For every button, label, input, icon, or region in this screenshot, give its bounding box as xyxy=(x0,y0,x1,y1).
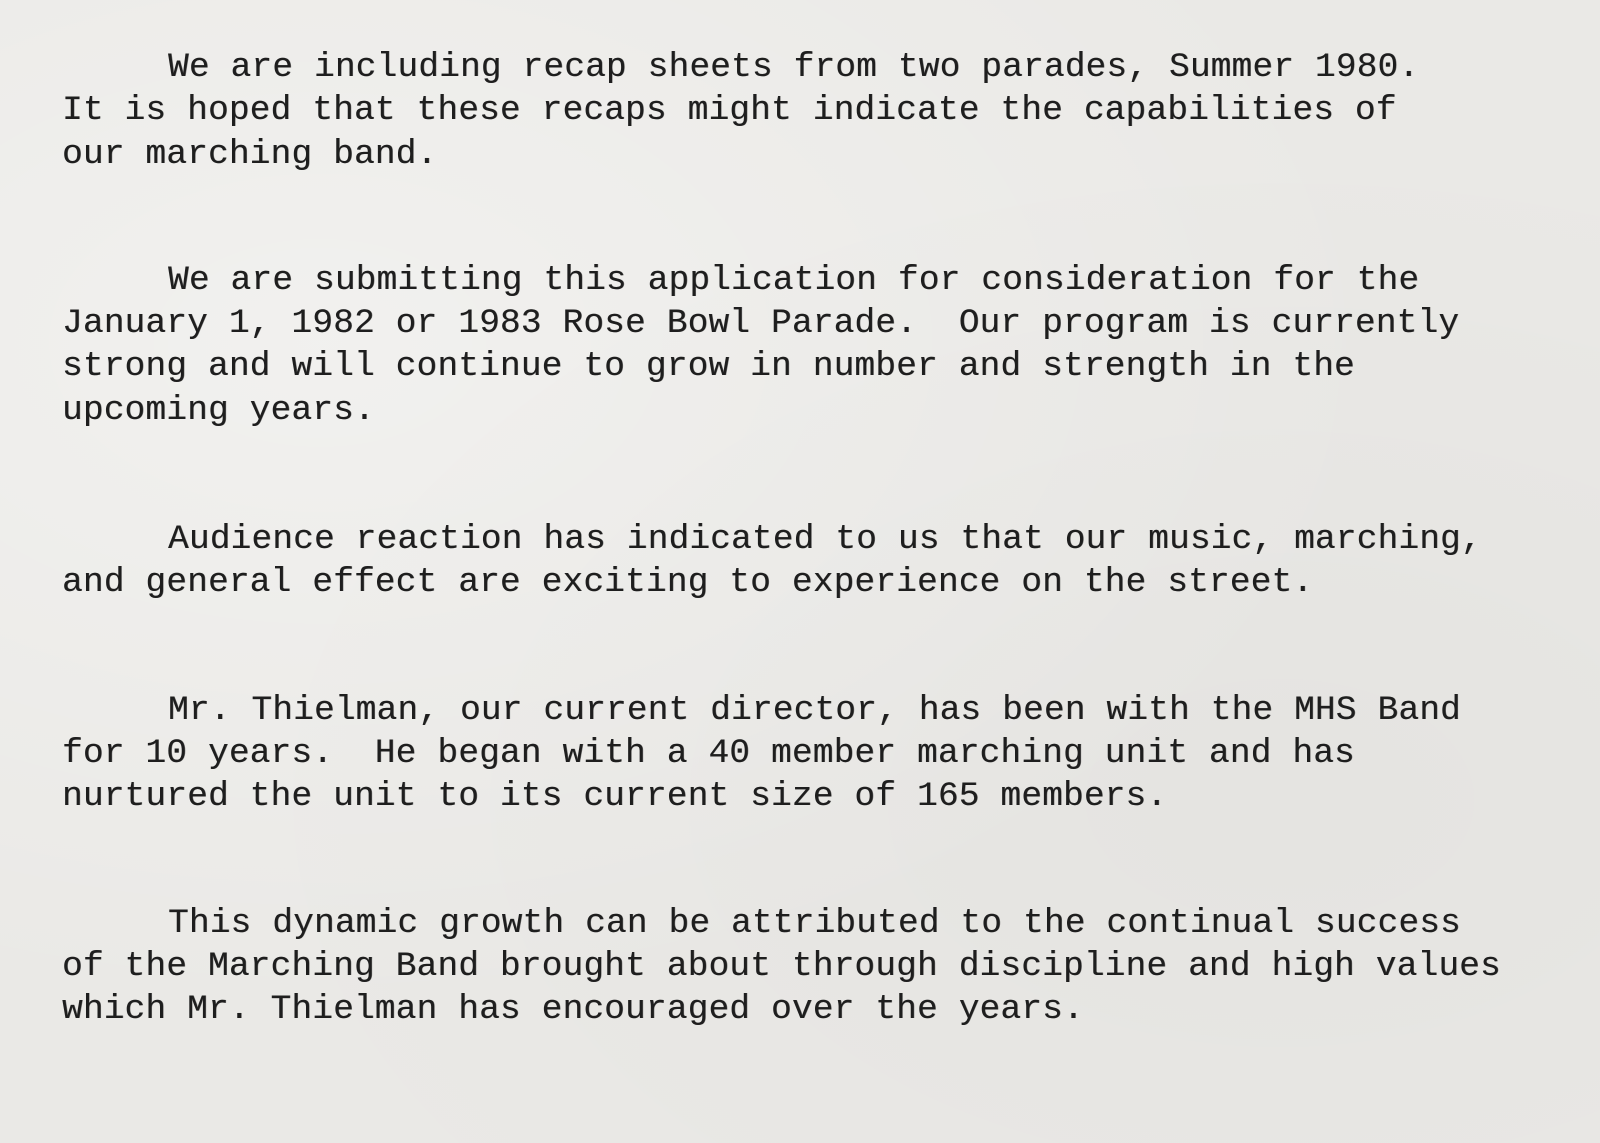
paragraph-dynamic-growth xyxy=(62,902,1582,1032)
paragraph-audience-reaction xyxy=(62,518,1582,605)
paragraph-line: upcoming years. xyxy=(62,390,375,430)
paragraph-line: which Mr. Thielman has encouraged over the years. xyxy=(62,990,1084,1030)
paragraph-line: of the Marching Band brought about through discipline and high values xyxy=(62,946,1501,986)
paragraph-line: Mr. Thielman, our current director, has been with the MHS Band xyxy=(168,690,1461,730)
paragraph-line: strong and will continue to grow in number and strength in the xyxy=(62,347,1355,387)
paragraph-line: for 10 years. He began with a 40 member marching unit and has xyxy=(62,733,1355,773)
paragraph-application xyxy=(62,259,1582,432)
paragraph-line: We are including recap sheets from two parades, Summer 1980. xyxy=(168,48,1420,87)
paragraph-line: our marching band. xyxy=(62,134,438,174)
paragraph-line: We are submitting this application for consideration for the xyxy=(168,260,1420,300)
paragraph-line: Audience reaction has indicated to us that our music, marching, xyxy=(168,520,1482,560)
paragraph-line: January 1, 1982 or 1983 Rose Bowl Parade. Our program is currently xyxy=(62,304,1460,344)
paragraph-line: It is hoped that these recaps might indicate the capabilities of xyxy=(62,91,1397,131)
typewritten-text xyxy=(62,46,1582,1031)
paragraph-recap-sheets xyxy=(62,46,1582,176)
paragraph-line: This dynamic growth can be attributed to the continual success xyxy=(168,903,1461,943)
paragraph-line: and general effect are exciting to experience on the street. xyxy=(62,563,1314,603)
paragraph-line: nurtured the unit to its current size of 165 members. xyxy=(62,777,1168,817)
paragraph-director xyxy=(62,689,1582,819)
